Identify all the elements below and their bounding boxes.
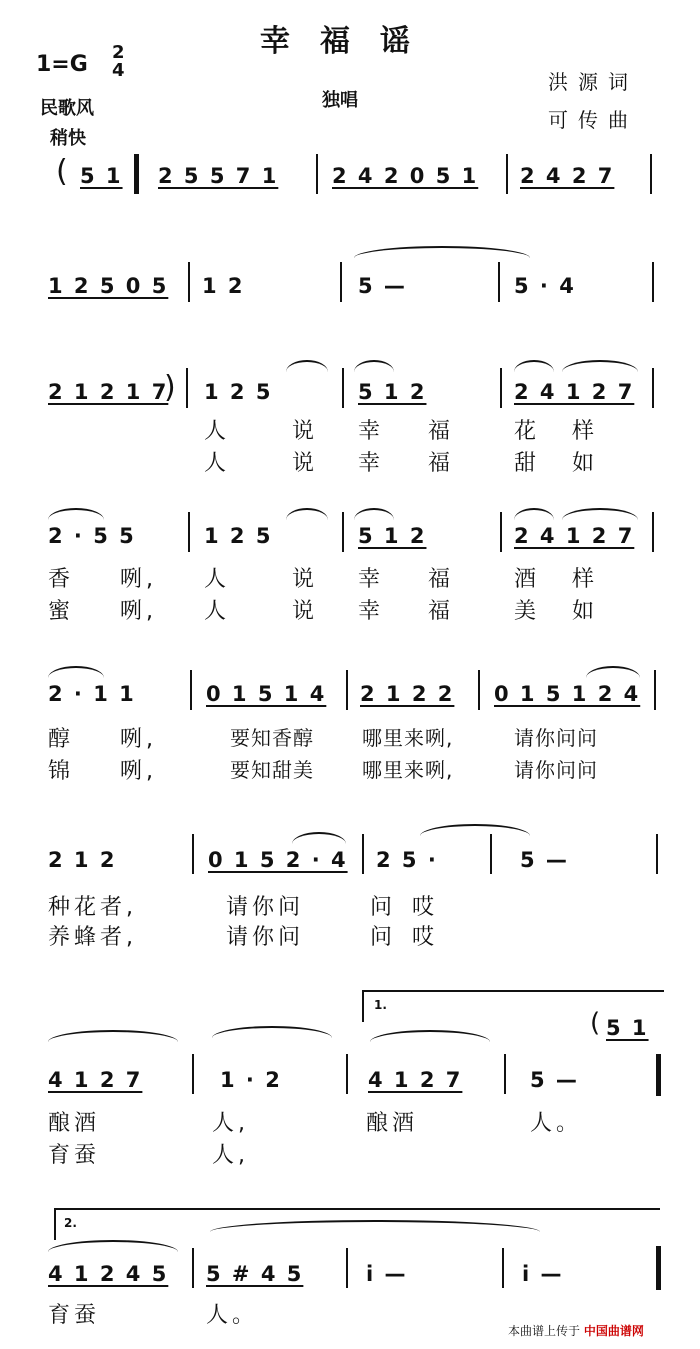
lyric: 甜 [514,451,541,476]
slur [562,360,638,372]
score-row-6 [0,820,700,950]
bracket-open: ( [56,154,68,189]
lyric: 哪里来咧, [362,758,454,782]
footer-text: 本曲谱上传于 [508,1324,581,1338]
barline [342,368,344,408]
barline [346,670,348,710]
lyric: 如 [572,599,599,624]
slur [514,508,554,520]
barline [192,1054,194,1094]
lyric: 人。 [206,1303,259,1328]
measure-notes: 1 2 5 0 5 [48,274,169,298]
lyric: 咧, [120,599,157,624]
slur [370,1030,490,1042]
slur [48,508,104,520]
barline [506,154,508,194]
slur [514,360,554,372]
slur [48,1240,178,1252]
score-row-4 [0,500,700,630]
barline [346,1248,348,1288]
barline [188,262,190,302]
lyric: 种花者, [48,895,137,920]
time-signature-top: 2 [112,42,125,63]
measure-notes: 0 1 5 2 · 4 [208,848,348,872]
lyric: 人 [204,599,231,624]
lyric: 人, [212,1111,249,1136]
bracket-close: ) [164,370,176,405]
lyric: 人, [212,1143,249,1168]
barline [478,670,480,710]
time-signature-bottom: 4 [112,60,125,81]
measure-notes: 2 4 1 2 7 [514,380,635,404]
measure-notes: 2 1 2 [48,848,117,872]
performance-marking: 独唱 [322,90,358,111]
measure-notes: 2 · 1 1 [48,682,136,706]
song-title: 幸福谣 [260,24,440,59]
measure-notes: 5 1 2 [358,380,427,404]
pickup-notes: 5 1 [606,1016,649,1040]
lyric: 要知香醇 [230,726,314,750]
measure-notes: 5 1 2 [358,524,427,548]
barline [340,262,342,302]
repeat-start-barline [134,154,139,194]
measure-notes: 2 · 5 5 [48,524,136,548]
lyric: 咧, [120,727,157,752]
score-row-7 [0,980,700,1180]
lyric: 幸 [358,567,385,592]
barline [500,512,502,552]
measure-notes: 0 1 5 1 2 4 [494,682,641,706]
slur [354,246,530,258]
measure-notes: 2 5 · [376,848,438,872]
lyric: 育蚕 [48,1143,101,1168]
lyric: 福 [428,599,455,624]
lyric: 请你问 [226,895,305,920]
lyric: 锦 [48,759,75,784]
barline [504,1054,506,1094]
tempo-marking: 稍快 [50,128,86,149]
lyric: 醇 [48,727,75,752]
measure-notes: i — [522,1262,564,1286]
barline [192,834,194,874]
measure-notes: 5 — [530,1068,579,1092]
lyric: 香 [48,567,75,592]
lyric: 样 [572,567,599,592]
barline [346,1054,348,1094]
slur [354,508,394,520]
barline [316,154,318,194]
measure-notes: 4 1 2 4 5 [48,1262,169,1286]
lyric: 咧, [120,567,157,592]
slur [286,360,328,372]
lyric: 福 [428,419,455,444]
barline [342,512,344,552]
measure-notes: 2 1 2 1 7 [48,380,169,404]
style-marking: 民歌风 [40,98,94,119]
lyric: 如 [572,451,599,476]
lyric: 福 [428,451,455,476]
key-signature: 1=G [36,52,88,77]
lyric: 养蜂者, [48,925,137,950]
lyric: 说 [292,451,319,476]
footer-watermark [508,1322,644,1339]
bracket-open: ( [590,1008,601,1038]
score-row-8 [0,1200,700,1328]
measure-notes: 5 · 4 [514,274,576,298]
lyric: 酿酒 [366,1111,419,1136]
repeat-end-barline [656,1054,661,1096]
slur [420,824,530,836]
measure-notes: 1 2 5 [204,380,273,404]
lyric: 问哎 [370,925,455,950]
lyric: 人 [204,419,231,444]
lyric: 人 [204,451,231,476]
measure-notes: 1 2 [202,274,245,298]
barline [652,368,654,408]
lyric: 说 [292,567,319,592]
slur [562,508,638,520]
lyric: 福 [428,567,455,592]
time-signature [112,44,125,80]
barline [500,368,502,408]
lyric: 幸 [358,419,385,444]
score-row-2 [0,240,700,310]
lyric: 美 [514,599,541,624]
slur [286,508,328,520]
lyric: 咧, [120,759,157,784]
barline [652,262,654,302]
lyric: 蜜 [48,599,75,624]
measure-notes: 5 # 4 5 [206,1262,304,1286]
lyric: 说 [292,599,319,624]
lyric: 酒 [514,567,541,592]
barline [490,834,492,874]
lyric: 说 [292,419,319,444]
slur [48,666,104,678]
measure-notes: 4 1 2 7 [48,1068,143,1092]
lyric: 请你问问 [514,726,598,750]
measure-notes: 5 — [520,848,569,872]
composer-credit: 可传曲 [548,108,638,132]
measure-notes: 1 2 5 [204,524,273,548]
measure-notes: i — [366,1262,408,1286]
measure-notes: 2 4 2 0 5 1 [332,164,479,188]
lyric: 幸 [358,599,385,624]
measure-notes: 2 4 1 2 7 [514,524,635,548]
barline [186,368,188,408]
measure-notes: 0 1 5 1 4 [206,682,327,706]
lyric: 酿酒 [48,1111,101,1136]
lyric: 育蚕 [48,1303,101,1328]
measure-notes: 1 · 2 [220,1068,282,1092]
lyric: 要知甜美 [230,758,314,782]
lyric: 样 [572,419,599,444]
barline [362,834,364,874]
score-row-1 [0,140,700,200]
lyric: 问哎 [370,895,455,920]
lyric: 请你问问 [514,758,598,782]
measure-notes: 2 4 2 7 [520,164,615,188]
score-row-5 [0,660,700,790]
barline [498,262,500,302]
second-ending-label: 2. [64,1216,77,1230]
barline [654,670,656,710]
lyric: 人 [204,567,231,592]
lyric: 哪里来咧, [362,726,454,750]
measure-notes: 2 1 2 2 [360,682,455,706]
slur [354,360,394,372]
first-ending-label: 1. [374,998,387,1012]
site-logo-text: 中国曲谱网 [583,1324,644,1338]
measure-notes: 5 1 [80,164,123,188]
slur [292,832,346,844]
lyric: 花 [514,419,541,444]
slur [48,1030,178,1042]
lyric: 人。 [530,1111,583,1136]
slur [212,1026,332,1038]
barline [192,1248,194,1288]
slur [586,666,640,678]
score-row-3 [0,350,700,480]
barline [190,670,192,710]
barline [188,512,190,552]
lyric: 请你问 [226,925,305,950]
barline [652,512,654,552]
lyricist-credit: 洪源词 [548,70,638,94]
measure-notes: 4 1 2 7 [368,1068,463,1092]
barline [656,834,658,874]
lyric: 幸 [358,451,385,476]
measure-notes: 5 — [358,274,407,298]
barline [502,1248,504,1288]
final-barline [656,1246,661,1290]
barline [650,154,652,194]
measure-notes: 2 5 5 7 1 [158,164,279,188]
